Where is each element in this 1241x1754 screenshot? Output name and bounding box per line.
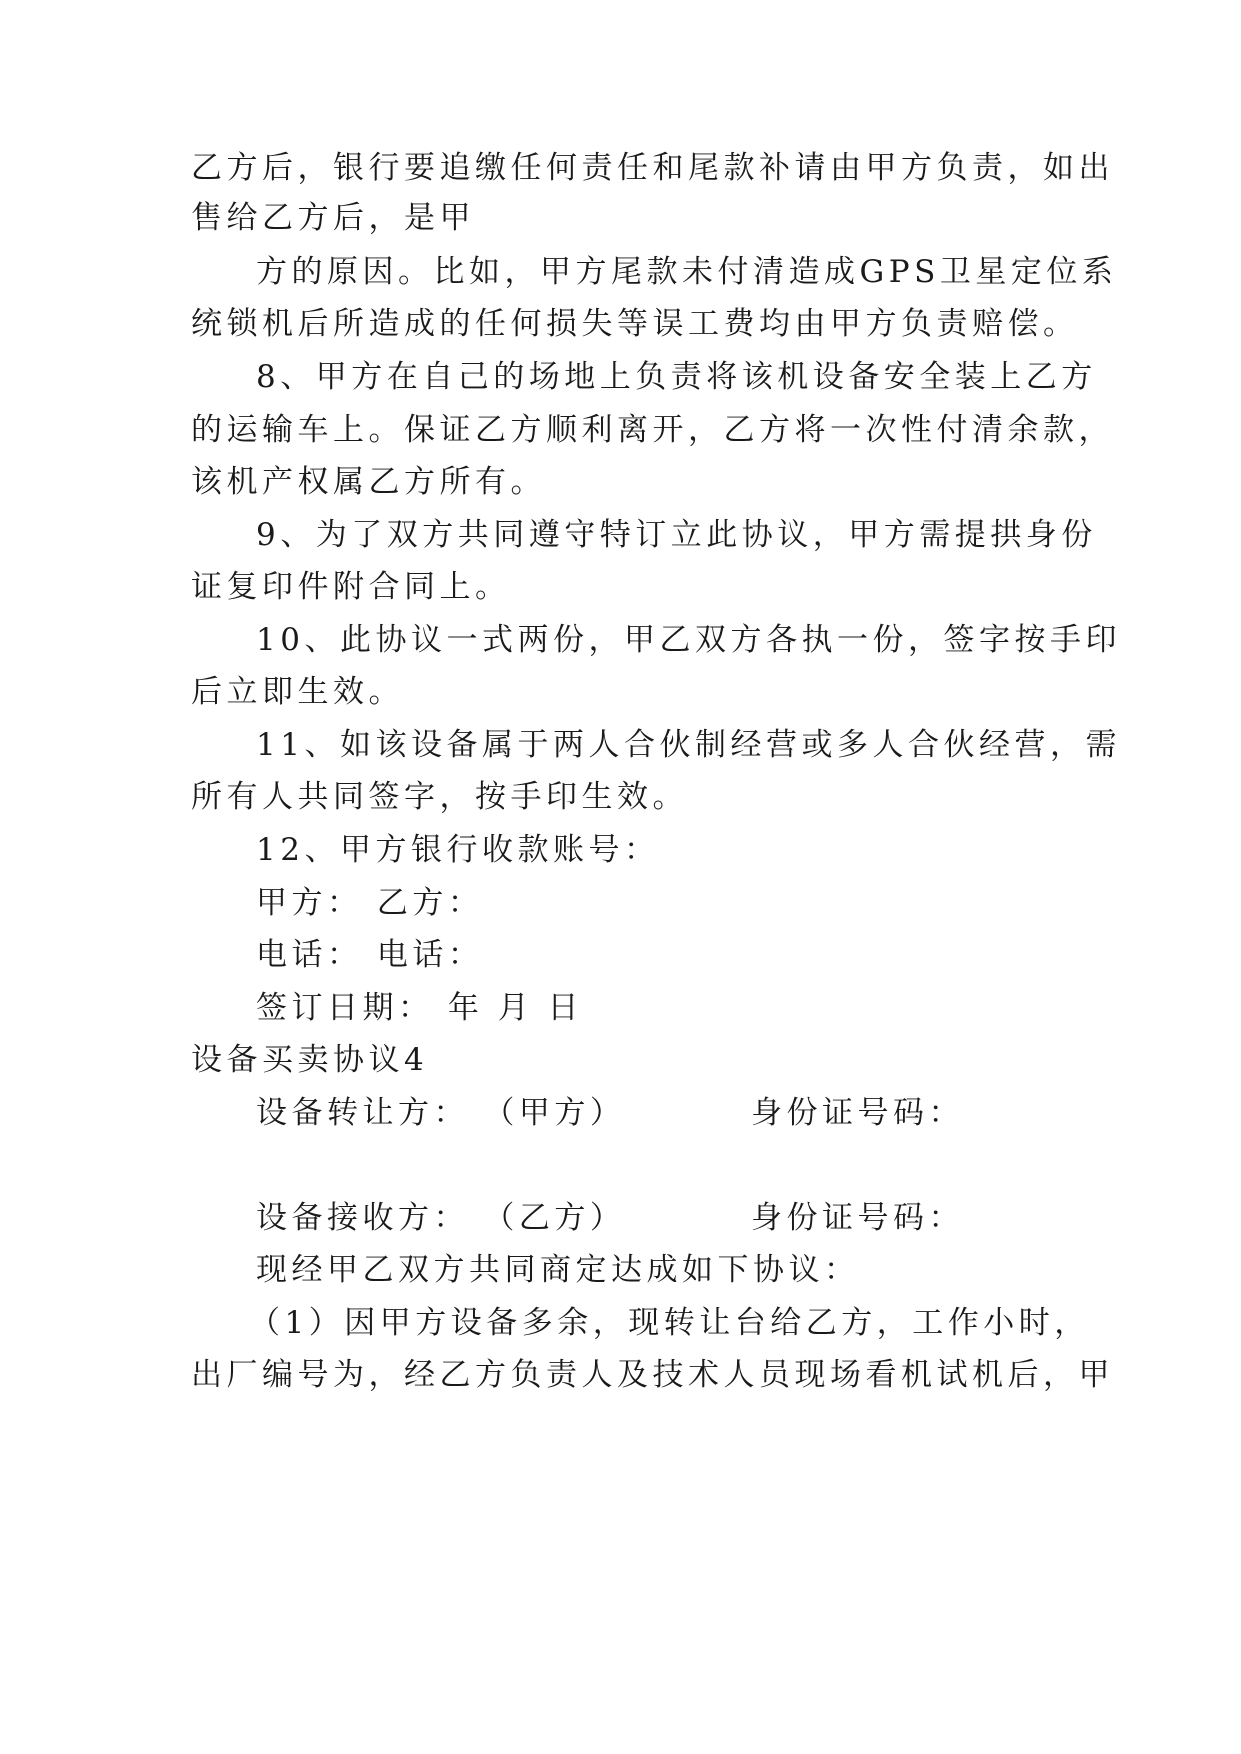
text-line: 签订日期： 年 月 日 [256,990,584,1026]
text-line: 出厂编号为，经乙方负责人及技术人员现场看机试机后，甲 [191,1357,1114,1393]
text-line: 设备接收方： （乙方） [256,1200,626,1236]
text-line: 所有人共同签字，按手印生效。 [191,779,688,815]
text-line: 该机产权属乙方所有。 [191,464,546,500]
text-line: 身份证号码： [751,1200,964,1236]
text-line: 9、为了双方共同遵守特订立此协议，甲方需提拱身份 [256,517,1097,553]
text-line: 12、甲方银行收款账号： [256,832,660,868]
text-line: 证复印件附合同上。 [191,569,511,605]
text-line: 8、甲方在自己的场地上负责将该机设备安全装上乙方 [256,359,1097,395]
text-line: 11、如该设备属于两人合伙制经营或多人合伙经营，需 [256,727,1121,763]
text-line: 现经甲乙双方共同商定达成如下协议： [256,1252,860,1288]
section-heading: 设备买卖协议4 [191,1042,429,1078]
text-line: 乙方后，银行要追缴任何责任和尾款补请由甲方负责，如出 [191,150,1114,186]
text-line: 10、此协议一式两份，甲乙双方各执一份，签字按手印 [256,622,1121,658]
text-line: 身份证号码： [751,1095,964,1131]
text-line: （1）因甲方设备多余，现转让台给乙方，工作小时， [249,1305,1090,1341]
text-line: 售给乙方后，是甲 [191,200,475,236]
text-line: 电话： 电话： [256,937,484,973]
text-line: 甲方： 乙方： [256,885,484,921]
text-line: 统锁机后所造成的任何损失等误工费均由甲方负责赔偿。 [191,306,1079,342]
text-line: 设备转让方： （甲方） [256,1095,626,1131]
text-line: 方的原因。比如，甲方尾款未付清造成GPS卫星定位系 [256,254,1118,290]
text-line: 的运输车上。保证乙方顺利离开，乙方将一次性付清余款， [191,412,1114,448]
text-line: 后立即生效。 [191,674,404,710]
